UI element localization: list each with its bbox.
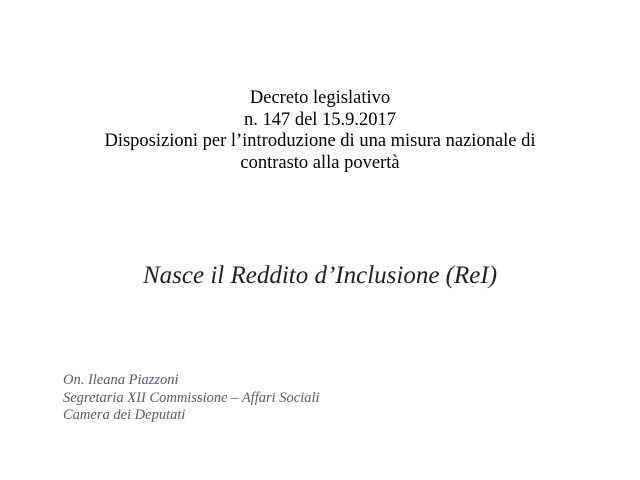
decree-number-line: n. 147 del 15.9.2017 bbox=[243, 109, 397, 130]
slide-subtitle: Nasce il Reddito d’Inclusione (ReI) bbox=[142, 262, 498, 289]
author-name: On. Ileana Piazzoni bbox=[63, 372, 179, 388]
decree-type-line: Decreto legislativo bbox=[249, 88, 391, 108]
author-block bbox=[63, 372, 563, 425]
author-role: Segretaria XII Commissione – Affari Sociali bbox=[63, 389, 320, 406]
decree-description-line-2: contrasto alla povertà bbox=[240, 152, 400, 173]
author-institution: Camera dei Deputati bbox=[63, 407, 186, 423]
decree-title bbox=[40, 88, 600, 174]
decree-description-line-1: Disposizioni per l’introduzione di una misura nazionale di bbox=[104, 131, 536, 151]
